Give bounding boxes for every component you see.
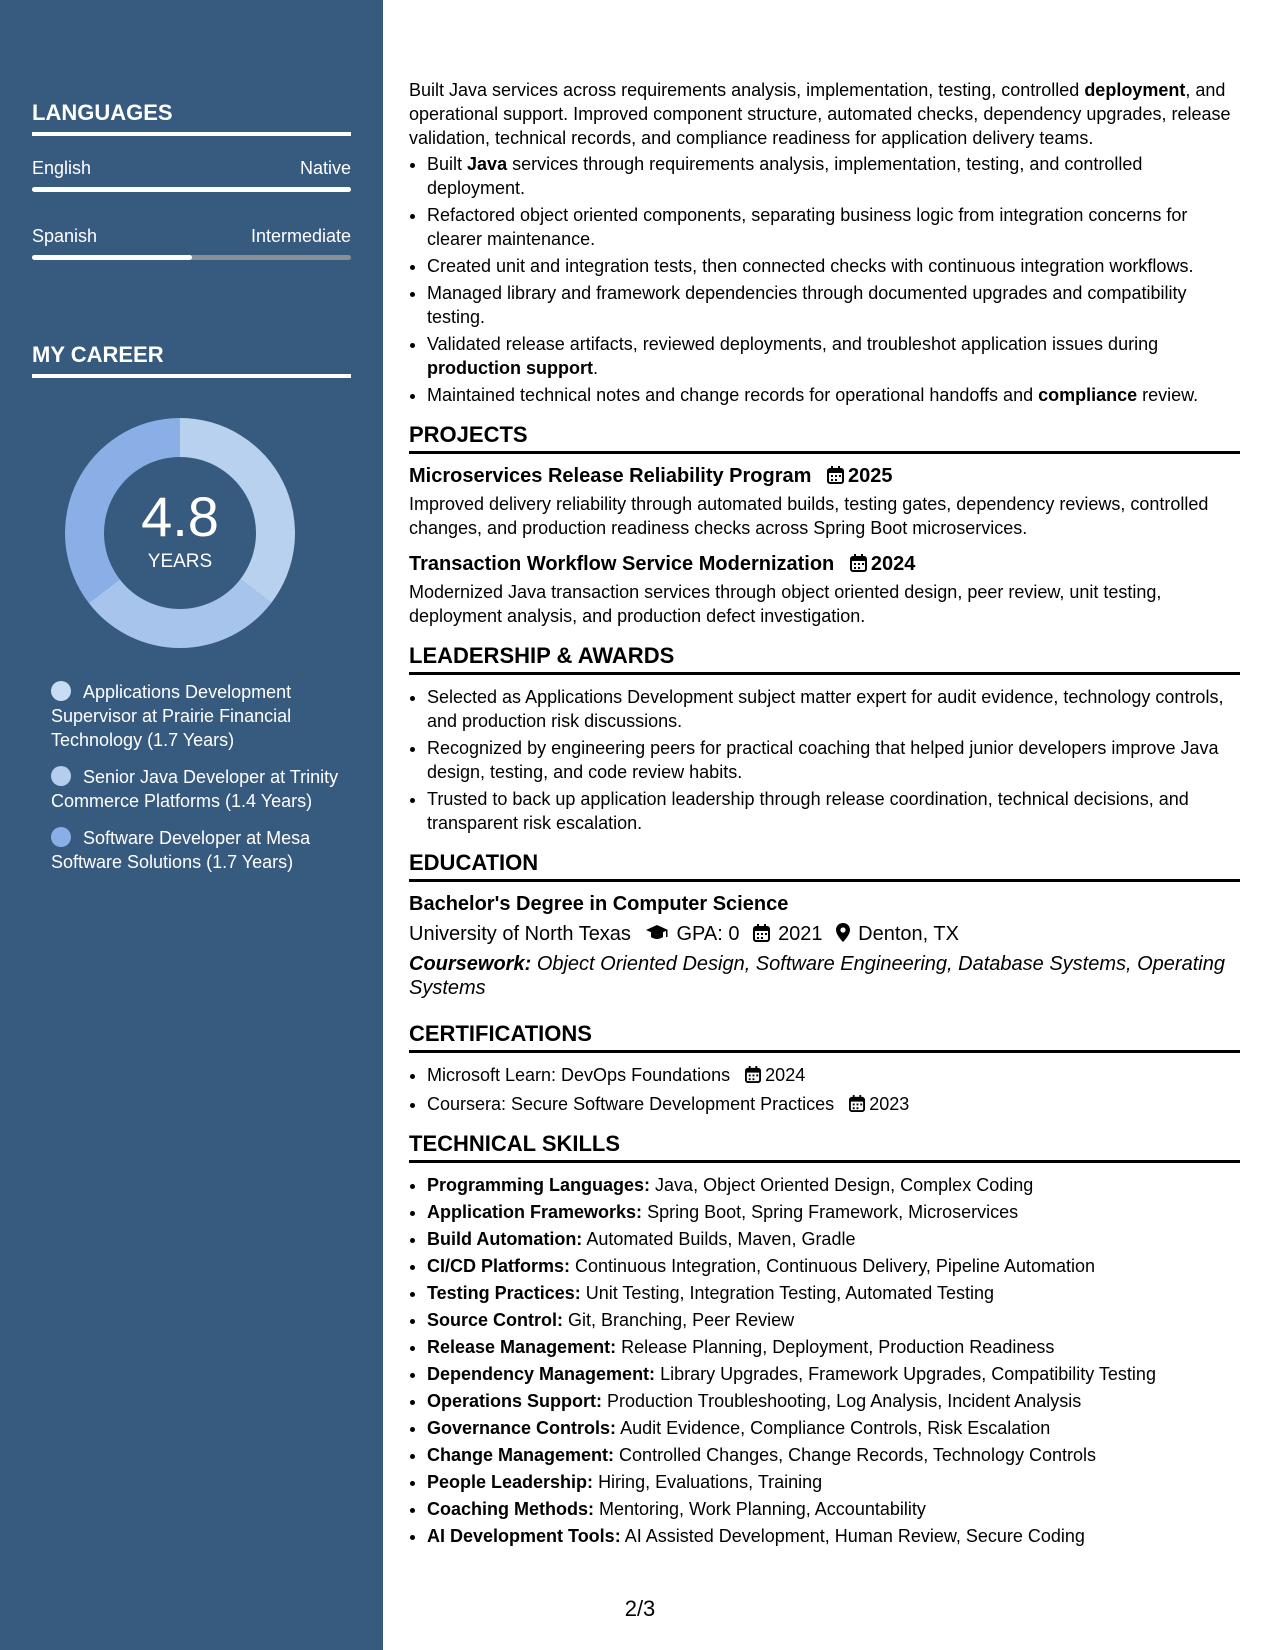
skill-value: AI Assisted Development, Human Review, Secure Coding	[624, 1526, 1085, 1546]
career-dot-icon	[51, 681, 71, 701]
project-title-row	[409, 464, 1240, 488]
project-title: Microservices Release Reliability Program	[409, 465, 812, 487]
experience-bullets	[409, 152, 1240, 407]
leadership-item: • Recognized by engineering peers for practical coaching that helped junior developers improve Java design, testing, and code review habits.	[427, 736, 1240, 784]
bullet-text: Refactored object oriented components, separating business logic from integration concerns for clearer maintenance.	[427, 205, 1188, 249]
skill-item	[427, 1362, 1240, 1386]
skill-label: Application Frameworks:	[427, 1202, 643, 1222]
skill-value: Hiring, Evaluations, Training	[598, 1472, 823, 1492]
languages-heading: LANGUAGES	[32, 100, 351, 136]
skill-item	[427, 1308, 1240, 1332]
skill-item	[427, 1497, 1240, 1521]
skill-label: Governance Controls:	[427, 1418, 617, 1438]
location-pin-icon	[836, 923, 850, 942]
project-item	[409, 552, 1240, 628]
leadership-heading: LEADERSHIP & AWARDS	[409, 644, 1240, 675]
bullet-text-end: .	[592, 358, 598, 378]
bullet-bold: production support	[427, 358, 593, 378]
bullet-bold: compliance	[1038, 385, 1138, 405]
experience-bullet	[427, 203, 1240, 251]
summary-bold-text: deployment	[1084, 80, 1186, 100]
skill-label: Change Management:	[427, 1445, 615, 1465]
graduation-cap-icon	[645, 924, 669, 942]
bullet-text-end: review.	[1137, 385, 1199, 405]
career-section	[32, 342, 351, 378]
calendar-icon	[827, 466, 844, 484]
career-list	[51, 680, 341, 887]
career-years-unit: YEARS	[147, 551, 213, 572]
gpa: GPA: 0	[676, 923, 740, 945]
school-name: University of North Texas	[409, 923, 631, 945]
skill-label: Coaching Methods:	[427, 1499, 594, 1519]
coursework	[409, 952, 1240, 1000]
career-dot-icon	[51, 827, 71, 847]
skill-value: Automated Builds, Maven, Gradle	[586, 1229, 856, 1249]
experience-bullet	[427, 332, 1240, 380]
certification-name: Microsoft Learn: DevOps Foundations	[427, 1065, 731, 1085]
project-description: Modernized Java transaction services through object oriented design, peer review, unit testing, deployment analysis, and production defect investigation.	[409, 582, 1162, 626]
graduation-year: 2021	[778, 923, 823, 945]
calendar-icon	[849, 1095, 865, 1112]
project-date	[850, 553, 916, 575]
experience-bullet	[427, 281, 1240, 329]
skill-value: Java, Object Oriented Design, Complex Coding	[655, 1175, 1034, 1195]
summary-text: Built Java services across requirements analysis, implementation, testing, controlled	[409, 80, 1085, 100]
bullet-text: Managed library and framework dependencies through documented upgrades and compatibility testing.	[427, 283, 1187, 327]
career-dot-icon	[51, 766, 71, 786]
language-level: Intermediate	[250, 226, 351, 246]
bullet-text: Created unit and integration tests, then connected checks with continuous integration workflows.	[427, 256, 1194, 276]
skill-label: Programming Languages:	[427, 1175, 651, 1195]
career-heading: MY CAREER	[32, 342, 351, 378]
skill-value: Unit Testing, Integration Testing, Automated Testing	[585, 1283, 995, 1303]
language-row	[32, 226, 351, 247]
language-bar-fill	[32, 255, 192, 260]
skill-item	[427, 1470, 1240, 1494]
calendar-icon	[753, 924, 770, 942]
language-bar-fill	[32, 187, 351, 192]
skill-value: Production Troubleshooting, Log Analysis, Incident Analysis	[607, 1391, 1082, 1411]
projects-heading: PROJECTS	[409, 423, 1240, 454]
skill-item	[427, 1335, 1240, 1359]
project-title: Transaction Workflow Service Modernization	[409, 553, 835, 575]
skill-item	[427, 1281, 1240, 1305]
career-item-text: Applications Development Supervisor at Prairie Financial Technology (1.7 Years)	[51, 682, 292, 750]
certifications-list	[409, 1063, 1240, 1116]
language-level: Native	[299, 158, 351, 178]
project-title-row	[409, 552, 1240, 576]
career-item	[51, 826, 341, 874]
language-name: English	[32, 158, 92, 178]
project-year: 2024	[870, 553, 916, 575]
language-row	[32, 158, 351, 179]
certification-item	[427, 1092, 1240, 1116]
skills-list	[409, 1173, 1240, 1548]
certification-name: Coursera: Secure Software Development Practices	[427, 1094, 835, 1114]
skill-label: Operations Support:	[427, 1391, 602, 1411]
experience-bullet	[427, 254, 1240, 278]
career-donut-center	[65, 418, 295, 648]
skill-item	[427, 1416, 1240, 1440]
skill-value: Library Upgrades, Framework Upgrades, Compatibility Testing	[660, 1364, 1156, 1384]
skill-value: Release Planning, Deployment, Production Readiness	[621, 1337, 1055, 1357]
skill-item	[427, 1524, 1240, 1548]
skill-item	[427, 1227, 1240, 1251]
language-bar	[32, 255, 351, 260]
skill-item	[427, 1254, 1240, 1278]
bullet-text: Maintained technical notes and change records for operational handoffs and	[427, 385, 1039, 405]
bullet-text: Validated release artifacts, reviewed deployments, and troubleshot application issues during	[427, 334, 1159, 354]
language-name: Spanish	[32, 226, 98, 246]
career-item	[51, 765, 341, 813]
bullet-text: Built	[427, 154, 468, 174]
page-number: 2/3	[624, 1596, 656, 1621]
skill-label: CI/CD Platforms:	[427, 1256, 571, 1276]
skill-value: Controlled Changes, Change Records, Technology Controls	[619, 1445, 1096, 1465]
skill-item	[427, 1200, 1240, 1224]
certification-item	[427, 1063, 1240, 1087]
skill-value: Spring Boot, Spring Framework, Microservices	[647, 1202, 1019, 1222]
career-total-years: 4.8	[141, 485, 219, 548]
career-item	[51, 680, 341, 752]
skill-value: Mentoring, Work Planning, Accountability	[599, 1499, 926, 1519]
experience-bullet	[427, 383, 1240, 407]
summary-text-end: , and operational support. Improved component structure, automated checks, dependency upgrades, release validation, technical records, and compliance readiness for application delivery teams.	[409, 80, 1231, 148]
experience-bullet	[427, 152, 1240, 200]
certification-year: 2023	[869, 1094, 910, 1114]
leadership-item: • Selected as Applications Development subject matter expert for audit evidence, technology controls, and production risk discussions.	[427, 685, 1240, 733]
skill-item	[427, 1443, 1240, 1467]
skill-label: Dependency Management:	[427, 1364, 656, 1384]
certification-year: 2024	[765, 1065, 806, 1085]
career-item-text: Software Developer at Mesa Software Solutions (1.7 Years)	[51, 828, 311, 872]
career-item-text: Senior Java Developer at Trinity Commerce Platforms (1.4 Years)	[51, 767, 339, 811]
leadership-list	[409, 685, 1240, 835]
school-location: Denton, TX	[858, 923, 959, 945]
main-content	[409, 78, 1240, 1551]
project-year: 2025	[847, 465, 893, 487]
degree-title: Bachelor's Degree in Computer Science	[409, 893, 789, 915]
project-item	[409, 464, 1240, 540]
skill-label: Build Automation:	[427, 1229, 583, 1249]
experience-summary	[409, 78, 1240, 150]
bullet-bold: Java	[467, 154, 508, 174]
skills-heading: TECHNICAL SKILLS	[409, 1132, 1240, 1163]
calendar-icon	[745, 1066, 761, 1083]
skill-item	[427, 1173, 1240, 1197]
coursework-label: Coursework:	[409, 953, 532, 975]
skill-label: Release Management:	[427, 1337, 617, 1357]
education-meta	[409, 922, 1240, 946]
skill-item	[427, 1389, 1240, 1413]
skill-value: Audit Evidence, Compliance Controls, Risk Escalation	[620, 1418, 1051, 1438]
bullet-text-end: services through requirements analysis, implementation, testing, and controlled deployment.	[427, 154, 1143, 198]
skill-label: People Leadership:	[427, 1472, 594, 1492]
skill-value: Continuous Integration, Continuous Delivery, Pipeline Automation	[575, 1256, 1096, 1276]
project-date	[827, 465, 893, 487]
languages-section	[32, 100, 351, 260]
calendar-icon	[850, 554, 867, 572]
coursework-list: Object Oriented Design, Software Engineering, Database Systems, Operating Systems	[409, 953, 1225, 999]
skill-value: Git, Branching, Peer Review	[568, 1310, 795, 1330]
sidebar	[0, 0, 383, 1650]
skill-label: AI Development Tools:	[427, 1526, 621, 1546]
leadership-item: • Trusted to back up application leadership through release coordination, technical decisions, and transparent risk escalation.	[427, 787, 1240, 835]
skill-label: Testing Practices:	[427, 1283, 581, 1303]
education-heading: EDUCATION	[409, 851, 1240, 882]
project-description: Improved delivery reliability through automated builds, testing gates, dependency reviews, controlled changes, and production readiness checks across Spring Boot microservices.	[409, 494, 1209, 538]
certifications-heading: CERTIFICATIONS	[409, 1022, 1240, 1053]
career-donut	[65, 418, 295, 648]
language-bar	[32, 187, 351, 192]
skill-label: Source Control:	[427, 1310, 564, 1330]
